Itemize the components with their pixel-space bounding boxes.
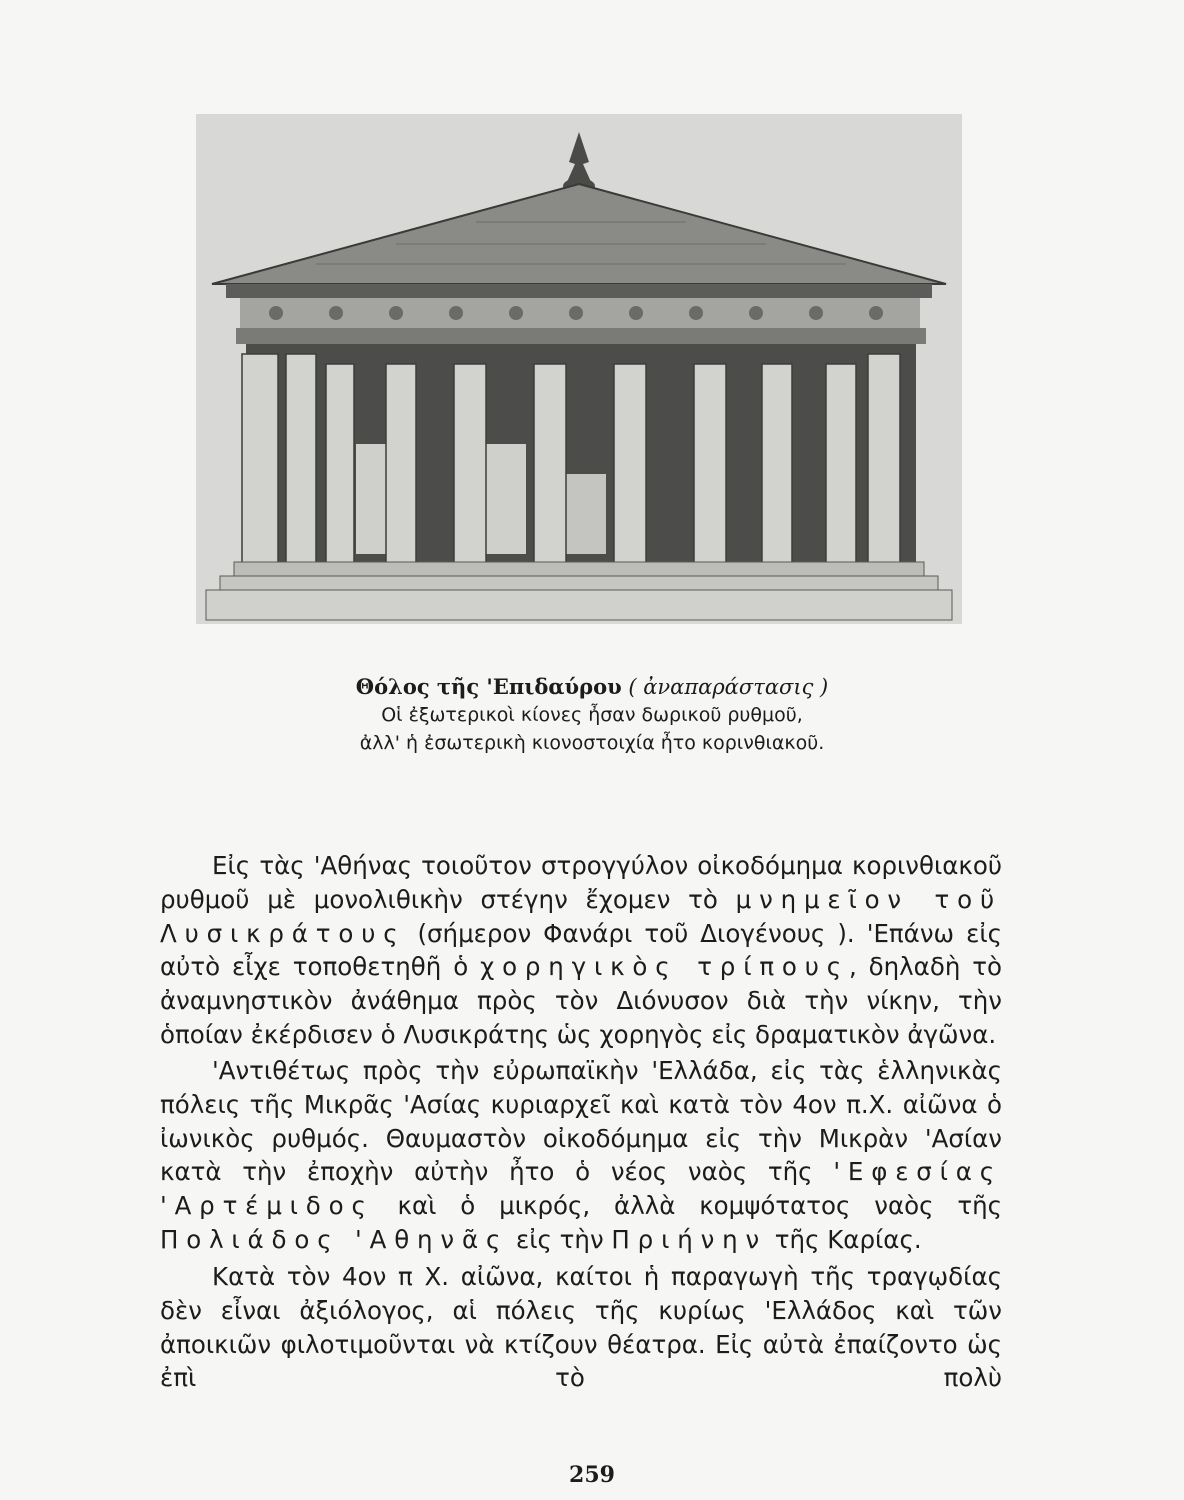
page-number: 259 [569,1462,615,1488]
p3-text: Κατὰ τὸν 4ον π Χ. αἰῶνα, καίτοι ἡ παραγωγὴ τῆς τραγῳδίας δὲν εἶναι ἀξιόλογος, αἱ πόλεις τῆς κυρίως 'Ελλάδος καὶ τῶν ἀποικιῶν φιλοτιμοῦνται νὰ κτίζουν θέατρα. Εἰς αὐτὰ ἐπαίζοντο ὡς ἐπὶ τὸ πολὺ [160,1262,1002,1393]
caption-title: Θόλος τῆς 'Επιδαύρου [355,674,622,699]
p1-text-a: Εἰς τὰς 'Αθήνας τοιοῦτον στρογγύλον οἰκοδόμημα κορινθιακοῦ ρυθμοῦ μὲ μονολιθικὴν στέγην ἔχομεν τὸ [160,851,1002,914]
tholos-illustration [196,114,962,624]
p2-spaced-athena: Πολιάδος 'Αθηνᾶς [160,1224,509,1254]
paragraph-1 [160,849,1002,1052]
p1-spaced-monument: μνημεῖον τοῦ Λυσικράτους [160,884,1002,948]
p2-text-a: 'Αντιθέτως πρὸς τὴν εὐρωπαϊκὴν 'Ελλάδα, εἰς τὰς ἑλληνικὰς πόλεις τῆς Μικρᾶς 'Ασίας κυριαρχεῖ καὶ κατὰ τὸν 4ον π.Χ. αἰῶνα ὁ ἰωνικὸς ρυθμός. Θαυμαστὸν οἰκοδόμημα εἰς τὴν Μικρὰν 'Ασίαν κατὰ τὴν ἐποχὴν αὐτὴν ἦτο ὁ νέος ναὸς τῆς [160,1056,1002,1187]
p2-text-c: καὶ ὁ μικρός, ἀλλὰ κομψότατος ναὸς τῆς [373,1191,1002,1221]
p2-text-g: τῆς Καρίας. [767,1224,922,1254]
p2-spaced-priene: Πριήνην [611,1224,767,1254]
caption-line-2: ἀλλ' ἡ ἐσωτερικὴ κιονοστοιχία ἦτο κορινθιακοῦ. [359,732,825,754]
p1-text-c: (σήμερον Φανάρι τοῦ Διογένους ). 'Επάνω εἰς αὐτὸ εἶχε τοποθετηθῆ ὁ [160,918,1002,982]
paragraph-2 [160,1054,1002,1257]
paragraph-3 [160,1260,1002,1395]
p1-spaced-tripod: χορηγικὸς τρίπους [480,952,849,982]
figure-caption-title [0,674,1184,699]
p1-text-e: , δηλαδὴ τὸ ἀναμνηστικὸν ἀνάθημα πρὸς τὸν Διόνυσον διὰ τὴν νίκην, τὴν ὁποίαν ἐκέρδισεν ὁ Λυσικράτης ὡς χορηγὸς εἰς δραματικὸν ἀγῶνα. [160,952,1002,1049]
p2-spaced-artemis: 'Εφεσίας 'Αρτέμιδος [160,1157,1002,1221]
caption-subtitle: ( ἀναπαράστασις ) [628,675,829,699]
temple-icon [196,114,962,624]
caption-line-1: Οἱ ἐξωτερικοὶ κίονες ἦσαν δωρικοῦ ρυθμοῦ, [381,704,803,726]
p2-text-e: εἰς τὴν [508,1224,612,1254]
